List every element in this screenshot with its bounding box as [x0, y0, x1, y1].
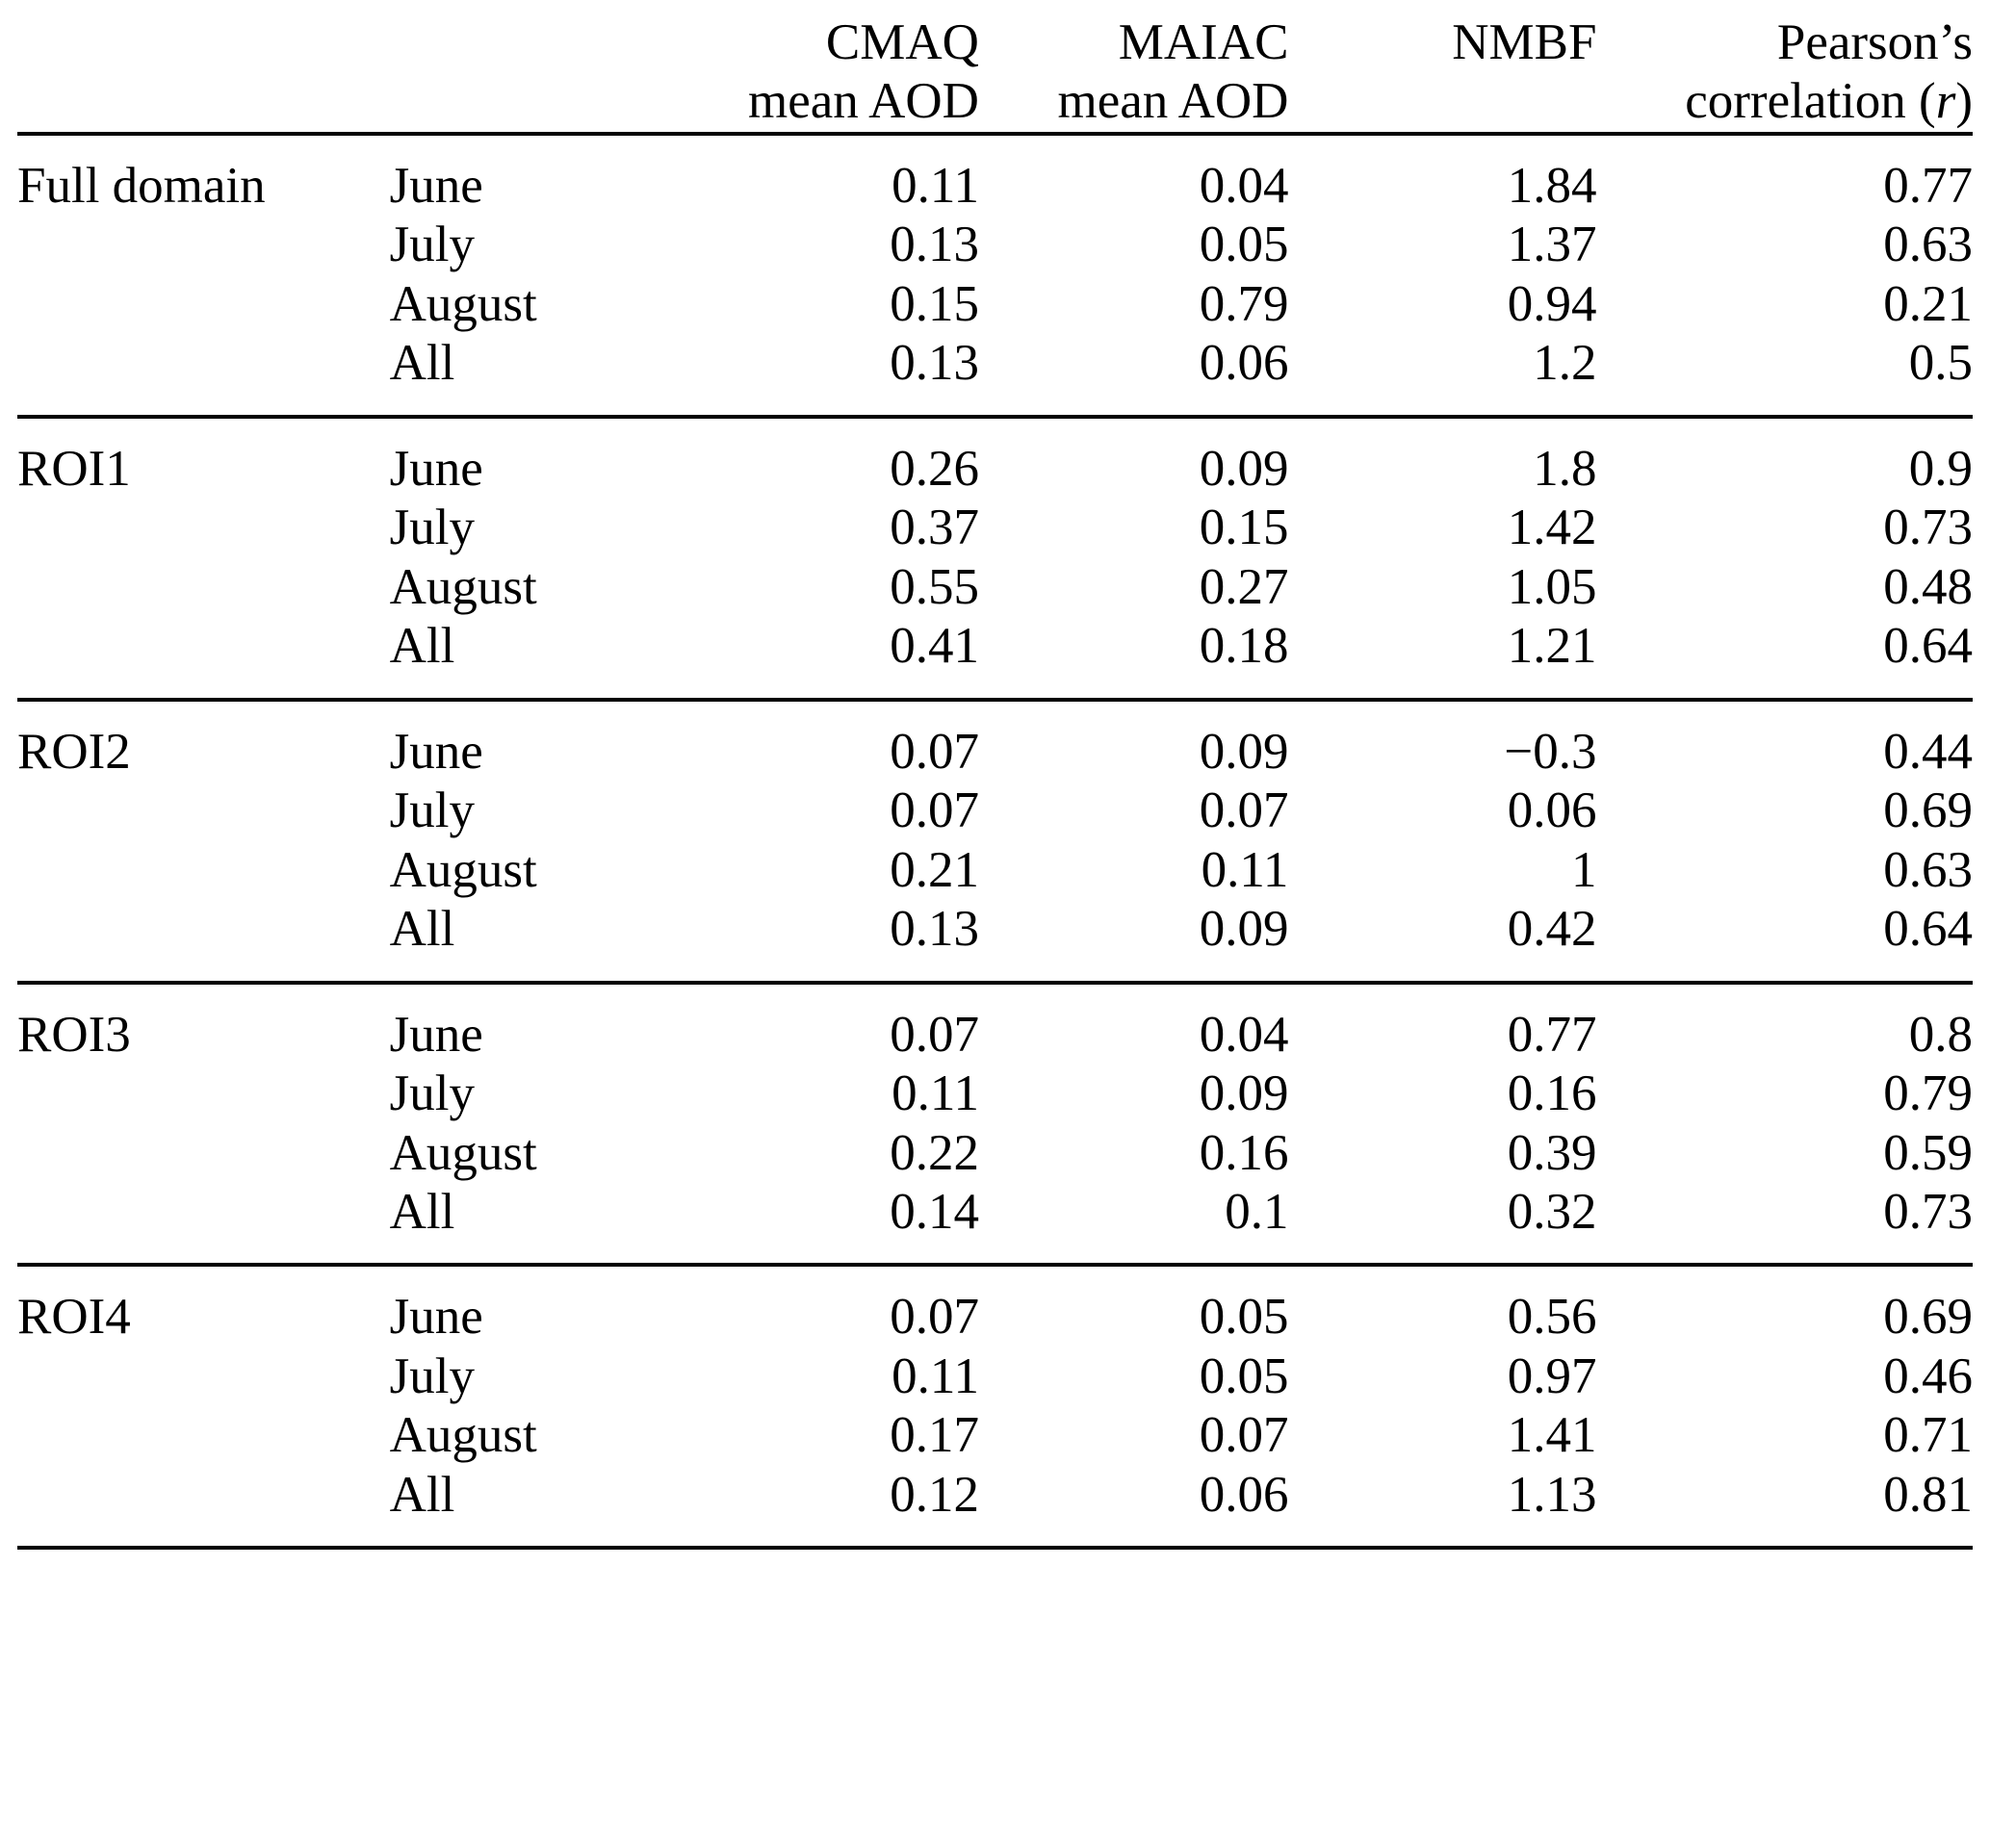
row-group-label: Full domain — [17, 134, 390, 216]
rule-cell — [1288, 1548, 1596, 1553]
cell-nmbf: 0.42 — [1507, 901, 1597, 958]
cell-cmaq: 0.17 — [890, 1407, 979, 1464]
cell-maiac: 0.07 — [1199, 783, 1289, 839]
table-row — [17, 617, 1973, 699]
header-cmaq-line1: CMAQ — [825, 14, 979, 70]
cell-maiac: 0.06 — [1199, 1466, 1289, 1523]
cell-pearson: 0.64 — [1883, 901, 1973, 958]
table-row — [17, 1348, 1973, 1406]
cell-nmbf: 0.94 — [1507, 275, 1597, 332]
header-maiac-line2: mean AOD — [1057, 73, 1289, 130]
cell-pearson: 0.81 — [1883, 1466, 1973, 1523]
cell-maiac: 0.06 — [1199, 335, 1289, 392]
row-group-label: ROI1 — [17, 417, 390, 499]
cell-cmaq: 0.07 — [670, 700, 979, 782]
row-month-label: July — [389, 1348, 475, 1404]
cell-cmaq: 0.07 — [670, 983, 979, 1065]
row-month-label: August — [389, 275, 537, 332]
row-month-label: June — [390, 134, 671, 216]
row-month-label: August — [389, 558, 537, 615]
rule-cell — [670, 1548, 979, 1553]
cell-nmbf: 0.56 — [1288, 1265, 1596, 1347]
header-row — [17, 0, 1973, 134]
cell-cmaq: 0.11 — [892, 1348, 979, 1404]
rule-cell — [390, 1548, 671, 1553]
cell-nmbf: 1.37 — [1507, 217, 1597, 273]
header-nmbf-line1: NMBF — [1452, 14, 1597, 70]
row-group-label — [17, 1348, 390, 1406]
cell-pearson: 0.69 — [1883, 783, 1973, 839]
row-month-label: July — [389, 783, 475, 839]
cell-cmaq: 0.15 — [890, 275, 979, 332]
table-bottom-rule — [17, 1548, 1973, 1553]
header-pearson-line1: Pearson’s — [1776, 14, 1973, 70]
table-row — [17, 900, 1973, 982]
header-month — [390, 0, 671, 134]
row-group-label — [17, 216, 390, 274]
row-month-label: August — [389, 1407, 537, 1464]
row-group-label — [17, 1466, 390, 1548]
row-group-label: ROI4 — [17, 1265, 390, 1347]
row-month-label: All — [389, 1466, 455, 1523]
cell-cmaq: 0.37 — [890, 500, 979, 556]
header-maiac-line1: MAIAC — [1118, 14, 1289, 70]
row-group-label — [17, 841, 390, 900]
row-group-label: ROI2 — [17, 700, 390, 782]
cell-maiac: 0.05 — [1199, 217, 1289, 273]
cell-nmbf: 0.77 — [1288, 983, 1596, 1065]
row-group-label — [17, 1406, 390, 1465]
cell-nmbf: −0.3 — [1288, 700, 1596, 782]
cell-maiac: 0.09 — [1199, 1065, 1289, 1122]
table-row — [17, 1265, 1973, 1347]
header-nmbf — [1288, 0, 1596, 134]
cell-maiac: 0.07 — [1199, 1407, 1289, 1464]
cell-cmaq: 0.13 — [890, 217, 979, 273]
cell-nmbf: 0.16 — [1507, 1065, 1597, 1122]
cell-maiac: 0.15 — [1199, 500, 1289, 556]
row-group-label: ROI3 — [17, 983, 390, 1065]
cell-cmaq: 0.12 — [890, 1466, 979, 1523]
cell-maiac: 0.05 — [979, 1265, 1288, 1347]
header-pearson-line2 — [1596, 72, 1973, 131]
cell-cmaq: 0.26 — [670, 417, 979, 499]
cell-nmbf: 1.84 — [1288, 134, 1596, 216]
row-group-label — [17, 1124, 390, 1183]
table-row — [17, 558, 1973, 617]
header-group — [17, 0, 390, 134]
cell-pearson: 0.77 — [1596, 134, 1973, 216]
cell-nmbf: 1.8 — [1288, 417, 1596, 499]
row-group-label — [17, 499, 390, 557]
cell-cmaq: 0.41 — [890, 618, 979, 675]
row-group-label — [17, 1183, 390, 1265]
cell-nmbf: 0.06 — [1507, 783, 1597, 839]
cell-cmaq: 0.21 — [890, 841, 979, 898]
cell-pearson: 0.71 — [1883, 1407, 1973, 1464]
cell-pearson: 0.8 — [1596, 983, 1973, 1065]
row-group-label — [17, 900, 390, 982]
table-row — [17, 417, 1973, 499]
cell-maiac: 0.04 — [979, 983, 1288, 1065]
cell-cmaq: 0.13 — [890, 335, 979, 392]
cell-nmbf: 1.41 — [1507, 1407, 1597, 1464]
cell-cmaq: 0.07 — [890, 783, 979, 839]
row-month-label: July — [389, 500, 475, 556]
row-month-label: July — [389, 217, 475, 273]
table-row — [17, 782, 1973, 840]
cell-nmbf: 1.21 — [1507, 618, 1597, 675]
rule-cell — [1596, 1548, 1973, 1553]
cell-pearson: 0.73 — [1883, 500, 1973, 556]
rule-cell — [17, 1548, 390, 1553]
cell-pearson: 0.5 — [1908, 335, 1973, 392]
table-row — [17, 499, 1973, 557]
cell-pearson: 0.46 — [1883, 1348, 1973, 1404]
cell-maiac: 0.04 — [979, 134, 1288, 216]
table-row — [17, 1183, 1973, 1265]
cell-cmaq: 0.22 — [890, 1124, 979, 1181]
table-row — [17, 1124, 1973, 1183]
cell-pearson: 0.73 — [1883, 1183, 1973, 1240]
cell-nmbf: 1.05 — [1507, 558, 1597, 615]
header-pearson-line2-text: correlation (r) — [1685, 73, 1973, 130]
row-month-label: August — [389, 841, 537, 898]
cell-maiac: 0.27 — [1199, 558, 1289, 615]
cell-nmbf: 0.97 — [1507, 1348, 1597, 1404]
header-cmaq-line2: mean AOD — [748, 73, 979, 130]
cell-cmaq: 0.07 — [670, 1265, 979, 1347]
table-body — [17, 134, 1973, 1553]
row-month-label: June — [390, 1265, 671, 1347]
row-month-label: All — [389, 901, 455, 958]
cell-maiac: 0.1 — [1225, 1183, 1289, 1240]
row-month-label: All — [389, 335, 455, 392]
row-month-label: June — [390, 983, 671, 1065]
table-row — [17, 1466, 1973, 1548]
table-row — [17, 983, 1973, 1065]
table-header — [17, 0, 1973, 134]
row-group-label — [17, 617, 390, 699]
cell-cmaq: 0.11 — [892, 1065, 979, 1122]
cell-pearson: 0.63 — [1883, 217, 1973, 273]
cell-cmaq: 0.14 — [890, 1183, 979, 1240]
row-month-label: June — [390, 417, 671, 499]
cell-nmbf: 0.32 — [1507, 1183, 1597, 1240]
row-group-label — [17, 782, 390, 840]
cell-nmbf: 1.2 — [1533, 335, 1597, 392]
row-month-label: All — [389, 618, 455, 675]
cell-nmbf: 0.39 — [1507, 1124, 1597, 1181]
cell-pearson: 0.48 — [1883, 558, 1973, 615]
cell-pearson: 0.44 — [1596, 700, 1973, 782]
cell-maiac: 0.79 — [1199, 275, 1289, 332]
row-group-label — [17, 334, 390, 416]
header-pearson — [1596, 0, 1973, 134]
cell-pearson: 0.59 — [1883, 1124, 1973, 1181]
cell-nmbf: 1 — [1570, 841, 1597, 898]
cell-pearson: 0.21 — [1883, 275, 1973, 332]
cell-nmbf: 1.13 — [1507, 1466, 1597, 1523]
cell-maiac: 0.18 — [1199, 618, 1289, 675]
table-row — [17, 275, 1973, 334]
cell-nmbf: 1.42 — [1507, 500, 1597, 556]
table-row — [17, 841, 1973, 900]
row-group-label — [17, 1065, 390, 1123]
header-maiac — [979, 0, 1288, 134]
row-month-label: July — [389, 1065, 475, 1122]
table-row — [17, 134, 1973, 216]
table-row — [17, 1065, 1973, 1123]
cell-maiac: 0.09 — [979, 417, 1288, 499]
cell-maiac: 0.05 — [1199, 1348, 1289, 1404]
cell-cmaq: 0.55 — [890, 558, 979, 615]
cell-pearson: 0.64 — [1883, 618, 1973, 675]
table-row — [17, 216, 1973, 274]
rule-cell — [979, 1548, 1288, 1553]
row-group-label — [17, 275, 390, 334]
row-month-label: All — [389, 1183, 455, 1240]
cell-pearson: 0.63 — [1883, 841, 1973, 898]
cell-maiac: 0.16 — [1199, 1124, 1289, 1181]
table-row — [17, 700, 1973, 782]
cell-pearson: 0.9 — [1596, 417, 1973, 499]
header-cmaq — [670, 0, 979, 134]
cell-pearson: 0.69 — [1596, 1265, 1973, 1347]
row-month-label: June — [390, 700, 671, 782]
table-row — [17, 1406, 1973, 1465]
cell-maiac: 0.11 — [1201, 841, 1289, 898]
row-group-label — [17, 558, 390, 617]
cell-cmaq: 0.13 — [890, 901, 979, 958]
cell-maiac: 0.09 — [1199, 901, 1289, 958]
table-row — [17, 334, 1973, 416]
cell-cmaq: 0.11 — [670, 134, 979, 216]
cell-pearson: 0.79 — [1883, 1065, 1973, 1122]
cell-maiac: 0.09 — [979, 700, 1288, 782]
row-month-label: August — [389, 1124, 537, 1181]
statistics-table — [17, 0, 1973, 1553]
